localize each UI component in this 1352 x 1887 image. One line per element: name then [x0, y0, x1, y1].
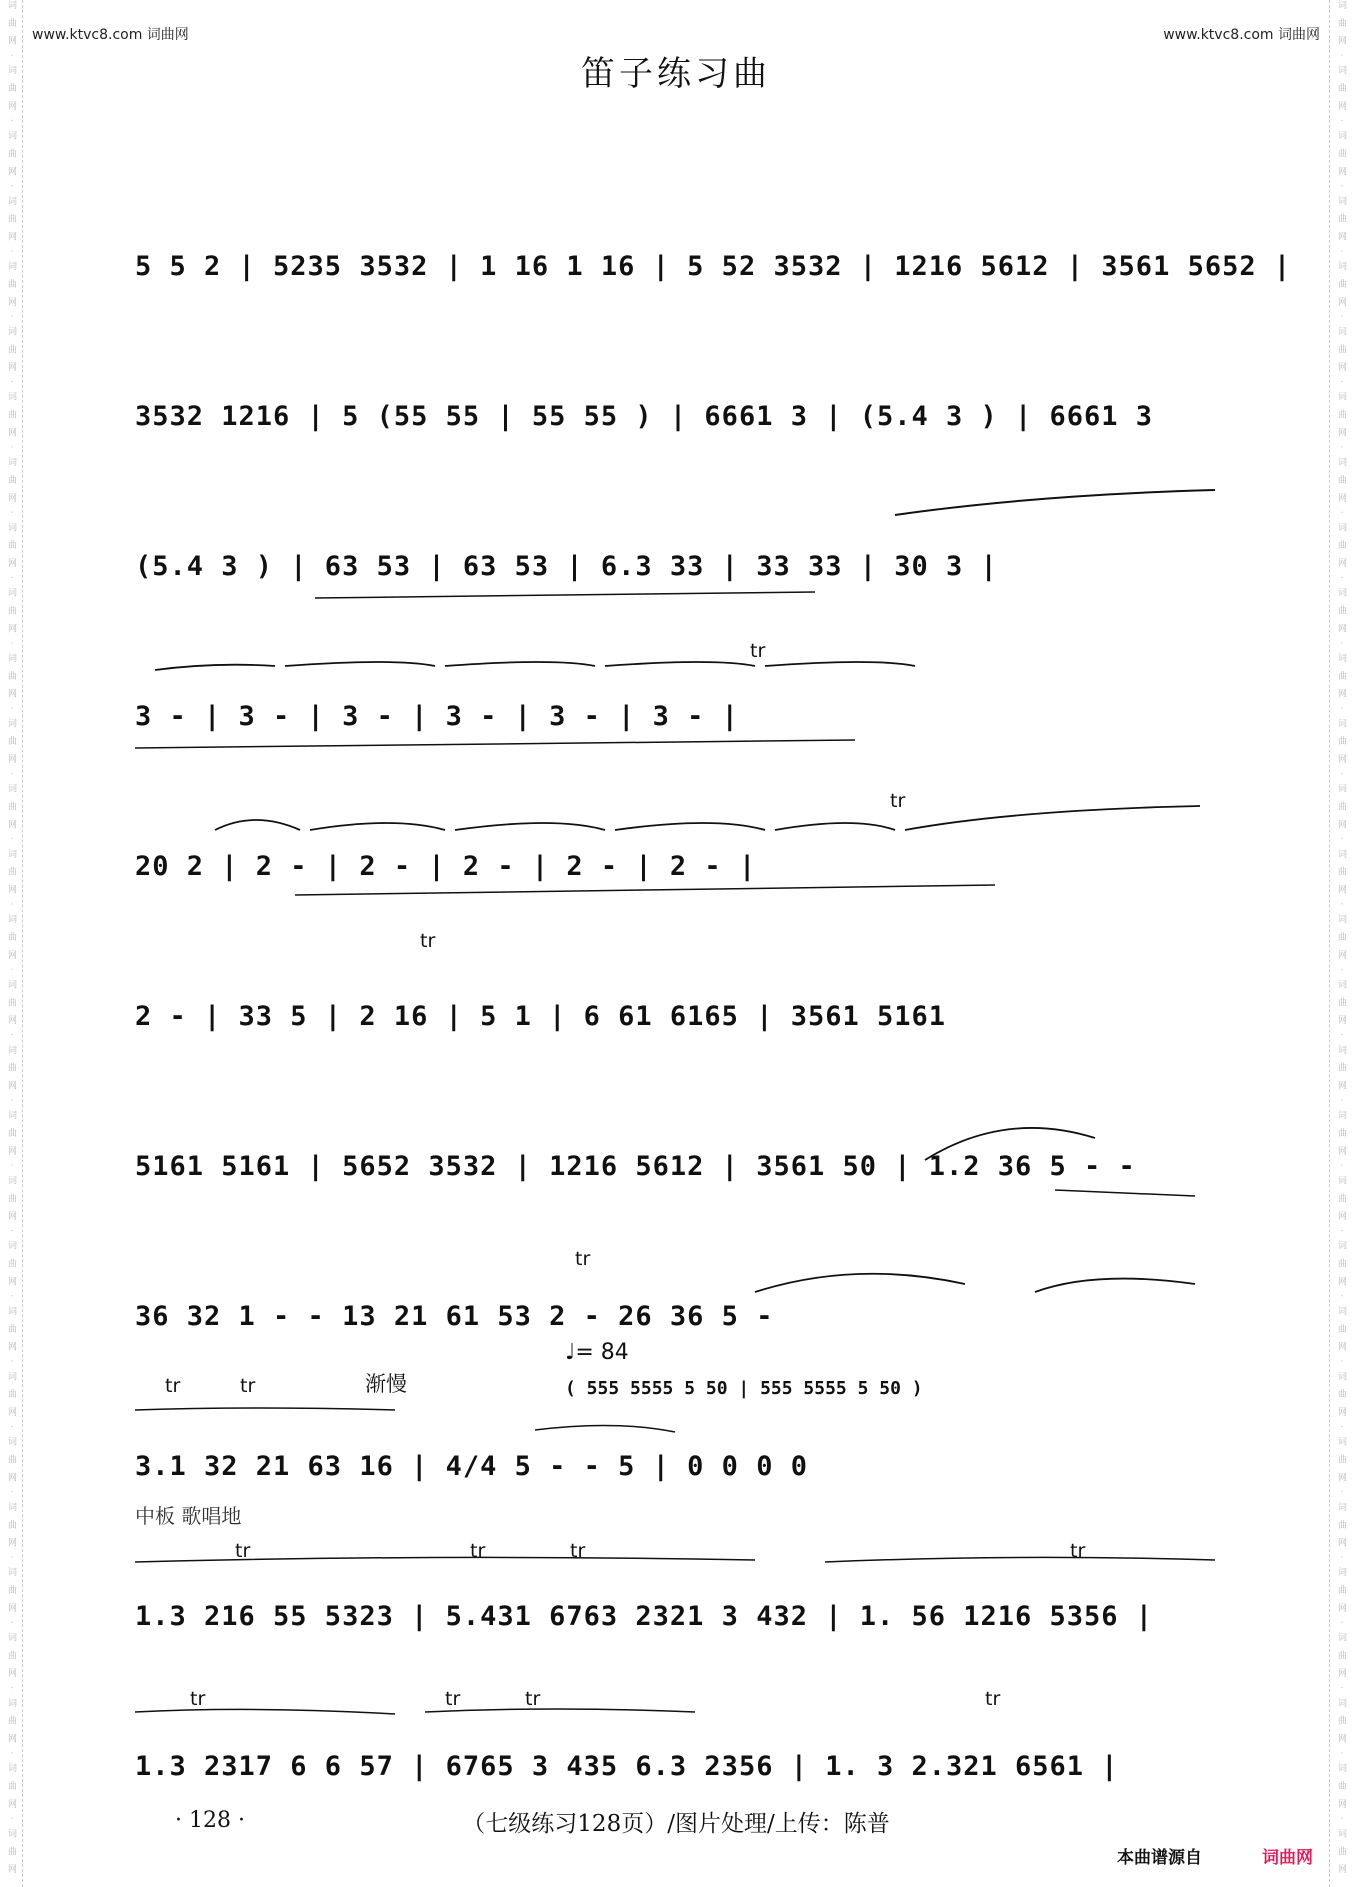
- notation-text: 5161 5161 | 5652 3532 | 1216 5612 | 3561 50 | 1.2 36 5 - -: [135, 1151, 1136, 1182]
- tempo-marking: ♩= 84: [565, 1340, 629, 1365]
- notation-text: 2 - | 33 5 | 2 16 | 5 1 | 6 61 6165 | 3561 5161: [135, 1001, 947, 1032]
- trill-mark: tr: [165, 1375, 181, 1397]
- right-watermark-text: 词 曲 网 · 词 曲 网 · 词 曲 网 · 词 曲 网 · 词 曲 网 · 词 曲 网 · 词 曲 网 · 词 曲 网 · 词 曲 网 · 词 曲 网 · 词 曲 网 · 词 曲 网 · 词 曲 网 · 词 曲 网 · 词 曲 网 · 词 曲 网 · 词 曲 网 · 词 曲 网 · 词 曲 网 · 词 曲 网 · 词 曲 网 · 词 曲 网 · 词 曲 网 · 词 曲 网 · 词 曲 网 · 词 曲 网 · 词 曲 网 · 词 曲 网 · 词 曲 网: [1336, 0, 1346, 1877]
- score-line-10: [135, 1500, 1220, 1650]
- notation-text: 3.1 32 21 63 16 | 4/4 5 - - 5 | 0 0 0 0: [135, 1451, 808, 1482]
- score-line-1: [135, 150, 1292, 300]
- score-line-6: [135, 900, 1220, 1050]
- source-site-logo[interactable]: 词曲网: [1262, 1848, 1313, 1868]
- tempo-expression-label: 中板 歌唱地: [135, 1504, 242, 1528]
- trill-mark: tr: [570, 1540, 586, 1562]
- trill-mark: tr: [240, 1375, 256, 1397]
- score-line-5: [135, 750, 1220, 900]
- notation-text: 3 - | 3 - | 3 - | 3 - | 3 - | 3 - |: [135, 701, 739, 732]
- source-label: 本曲谱源自: [1117, 1848, 1202, 1868]
- header-left-site[interactable]: www.ktvc8.com 词曲网: [32, 27, 189, 43]
- accompaniment-row: ( 555 5555 5 50 | 555 5555 5 50 ): [565, 1378, 923, 1399]
- score-line-3: [135, 450, 1220, 600]
- left-watermark-text: 词 曲 网 · 词 曲 网 · 词 曲 网 · 词 曲 网 · 词 曲 网 · 词 曲 网 · 词 曲 网 · 词 曲 网 · 词 曲 网 · 词 曲 网 · 词 曲 网 · 词 曲 网 · 词 曲 网 · 词 曲 网 · 词 曲 网 · 词 曲 网 · 词 曲 网 · 词 曲 网 · 词 曲 网 · 词 曲 网 · 词 曲 网 · 词 曲 网 · 词 曲 网 · 词 曲 网 · 词 曲 网 · 词 曲 网 · 词 曲 网 · 词 曲 网 · 词 曲 网: [6, 0, 16, 1877]
- score-line-11: [135, 1650, 1220, 1800]
- notation-text: 3532 1216 | 5 (55 55 | 55 55 ) | 6661 3 | (5.4 3 ) | 6661 3: [135, 401, 1154, 432]
- notation-text: 5 5 2 | 5235 3532 | 1 16 1 16 | 5 52 3532 | 1216 5612 | 3561 5652 |: [135, 251, 1292, 282]
- trill-mark: tr: [235, 1540, 251, 1562]
- right-watermark-strip: [1329, 0, 1352, 1887]
- trill-mark: tr: [575, 1248, 591, 1270]
- score-line-4: [135, 600, 1220, 750]
- tempo-change-label: 渐慢: [365, 1372, 407, 1396]
- page-number: · 128 ·: [175, 1808, 245, 1833]
- left-watermark-strip: [0, 0, 23, 1887]
- trill-mark: tr: [525, 1688, 541, 1710]
- notation-text: 1.3 2317 6 6 57 | 6765 3 435 6.3 2356 | 1. 3 2.321 6561 |: [135, 1751, 1119, 1782]
- score: [135, 150, 1292, 1800]
- trill-mark: tr: [190, 1688, 206, 1710]
- score-line-7: [135, 1050, 1220, 1200]
- trill-mark: tr: [445, 1688, 461, 1710]
- header-right-site[interactable]: www.ktvc8.com 词曲网: [1163, 27, 1320, 43]
- trill-mark: tr: [985, 1688, 1001, 1710]
- notation-text: (5.4 3 ) | 63 53 | 63 53 | 6.3 33 | 33 33 | 30 3 |: [135, 551, 998, 582]
- trill-mark: tr: [750, 640, 766, 662]
- page-title: 笛子练习曲: [581, 54, 771, 94]
- footer-credit: （七级练习128页）/图片处理/上传：陈普: [462, 1811, 890, 1837]
- trill-mark: tr: [420, 930, 436, 952]
- notation-text: 36 32 1 - - 13 21 61 53 2 - 26 36 5 -: [135, 1301, 774, 1332]
- score-line-8: [135, 1200, 1220, 1350]
- trill-mark: tr: [1070, 1540, 1086, 1562]
- score-line-2: [135, 300, 1220, 450]
- notation-text: 20 2 | 2 - | 2 - | 2 - | 2 - | 2 - |: [135, 851, 757, 882]
- score-line-9: [135, 1340, 1220, 1500]
- trill-mark: tr: [470, 1540, 486, 1562]
- notation-text: 1.3 216 55 5323 | 5.431 6763 2321 3 432 | 1. 56 1216 5356 |: [135, 1601, 1154, 1632]
- trill-mark: tr: [890, 790, 906, 812]
